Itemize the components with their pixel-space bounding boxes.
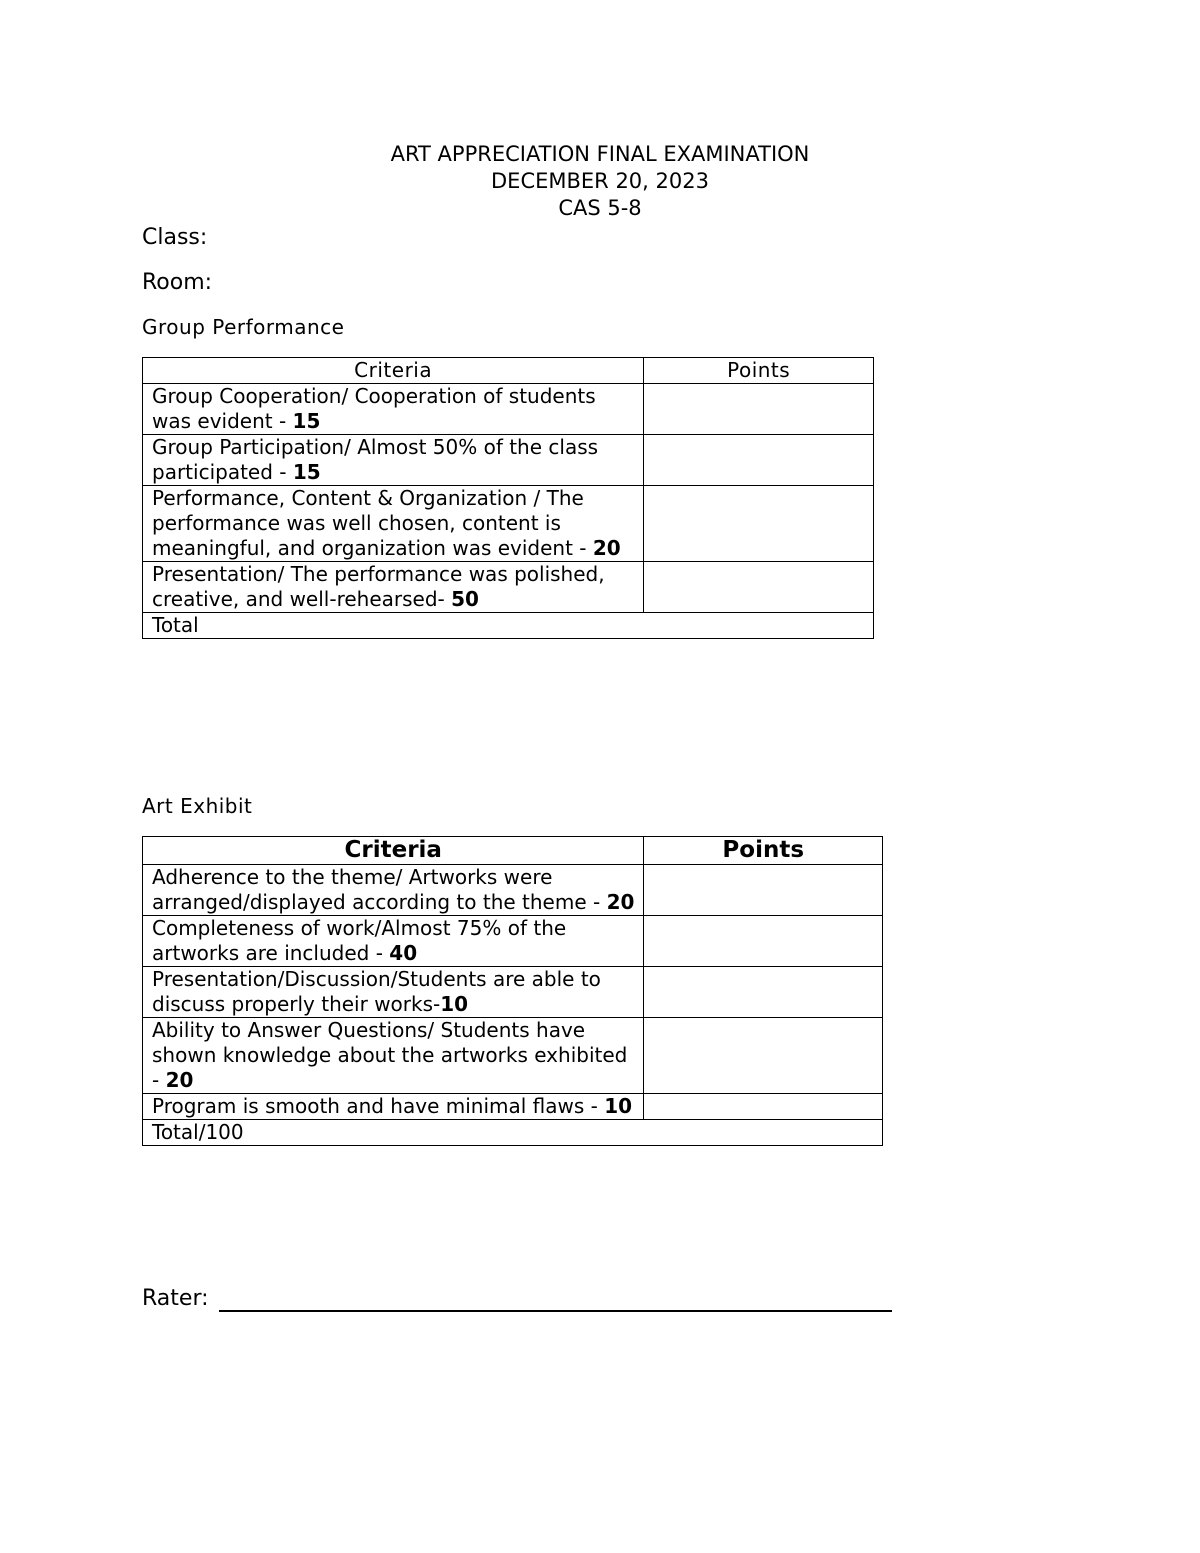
table-row xyxy=(143,562,874,613)
criteria-text: Performance, Content & Organization / The performance was well chosen, content is meaningful, and organization was evident - xyxy=(152,486,593,560)
criteria-score: 40 xyxy=(389,941,418,965)
criteria-score: 50 xyxy=(451,587,479,611)
criteria-cell xyxy=(143,562,644,613)
rater-signature-line[interactable] xyxy=(219,1310,892,1312)
criteria-cell xyxy=(143,1094,644,1120)
criteria-cell xyxy=(143,486,644,562)
criteria-text: Adherence to the theme/ Artworks were arranged/displayed according to the theme - xyxy=(152,865,607,914)
table-row xyxy=(143,967,883,1018)
points-cell[interactable] xyxy=(644,916,883,967)
points-header: Points xyxy=(644,837,883,865)
criteria-text: Ability to Answer Questions/ Students have shown knowledge about the artworks exhibited - xyxy=(152,1018,628,1092)
points-header: Points xyxy=(644,358,874,384)
table-row xyxy=(143,1018,883,1094)
points-cell[interactable] xyxy=(644,486,874,562)
criteria-cell xyxy=(143,967,644,1018)
document-header xyxy=(0,141,1200,222)
art-exhibit-table xyxy=(142,836,883,1146)
exam-title: ART APPRECIATION FINAL EXAMINATION xyxy=(390,142,810,166)
exam-section: CAS 5-8 xyxy=(558,196,642,220)
points-cell[interactable] xyxy=(644,384,874,435)
criteria-score: 20 xyxy=(592,536,621,560)
points-cell[interactable] xyxy=(644,967,883,1018)
criteria-cell xyxy=(143,384,644,435)
points-cell[interactable] xyxy=(644,1018,883,1094)
total-cell[interactable]: Total xyxy=(143,613,874,639)
criteria-score: 15 xyxy=(292,460,321,484)
table-row xyxy=(143,865,883,916)
room-label: Room: xyxy=(142,270,213,295)
criteria-score: 15 xyxy=(292,409,321,433)
total-row xyxy=(143,1120,883,1146)
rater-label: Rater: xyxy=(142,1286,209,1311)
criteria-score: 10 xyxy=(604,1094,633,1118)
criteria-header: Criteria xyxy=(143,837,644,865)
criteria-text: Presentation/ The performance was polished, creative, and well-rehearsed- xyxy=(152,562,605,611)
table-row xyxy=(143,435,874,486)
criteria-score: 20 xyxy=(165,1068,194,1092)
points-cell[interactable] xyxy=(644,435,874,486)
exam-date: DECEMBER 20, 2023 xyxy=(491,169,709,193)
criteria-cell xyxy=(143,435,644,486)
art-exhibit-title: Art Exhibit xyxy=(142,794,253,818)
criteria-cell xyxy=(143,1018,644,1094)
table-header-row xyxy=(143,358,874,384)
table-header-row xyxy=(143,837,883,865)
criteria-text: Group Participation/ Almost 50% of the class participated - xyxy=(152,435,599,484)
criteria-text: Presentation/Discussion/Students are able to discuss properly their works- xyxy=(152,967,601,1016)
table-row xyxy=(143,384,874,435)
criteria-text: Group Cooperation/ Cooperation of students was evident - xyxy=(152,384,596,433)
group-performance-table xyxy=(142,357,874,639)
criteria-cell xyxy=(143,916,644,967)
criteria-text: Completeness of work/Almost 75% of the artworks are included - xyxy=(152,916,567,965)
points-cell[interactable] xyxy=(644,865,883,916)
total-cell[interactable]: Total/100 xyxy=(143,1120,883,1146)
criteria-text: Program is smooth and have minimal flaws - xyxy=(152,1094,605,1118)
criteria-cell xyxy=(143,865,644,916)
class-label: Class: xyxy=(142,225,208,250)
points-cell[interactable] xyxy=(644,562,874,613)
table-row xyxy=(143,1094,883,1120)
criteria-score: 10 xyxy=(440,992,469,1016)
criteria-header: Criteria xyxy=(143,358,644,384)
criteria-score: 20 xyxy=(606,890,635,914)
points-cell[interactable] xyxy=(644,1094,883,1120)
table-row xyxy=(143,486,874,562)
group-performance-title: Group Performance xyxy=(142,315,345,339)
table-row xyxy=(143,916,883,967)
total-row xyxy=(143,613,874,639)
